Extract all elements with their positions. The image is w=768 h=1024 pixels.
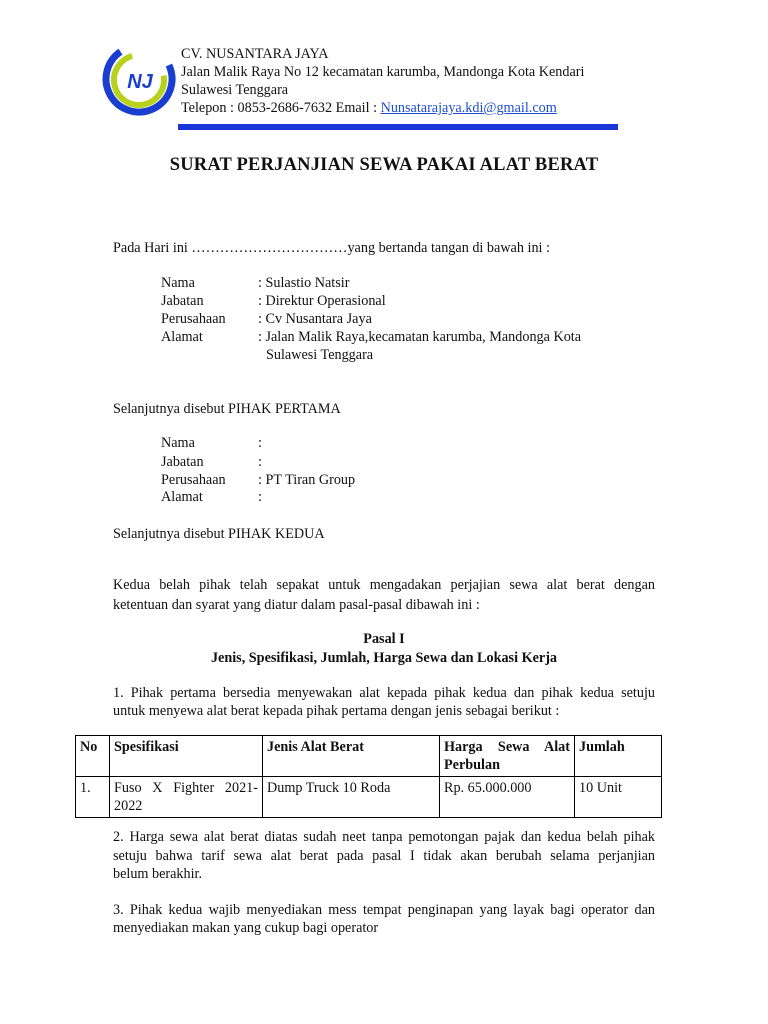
clause1-line1: 1. Pihak pertama bersedia menyewakan alat kepada pihak kedua dan pihak kedua setuju bbox=[113, 685, 655, 701]
party2-jabatan-value: : bbox=[258, 454, 262, 470]
clause3-line2: menyediakan makan yang cukup bagi operator bbox=[113, 920, 379, 936]
party2-alamat-value: : bbox=[258, 489, 262, 505]
party2-jabatan-label: Jabatan bbox=[161, 454, 204, 470]
clause2-line3: belum berakhir. bbox=[113, 866, 203, 882]
party2-closing: Selanjutnya disebut PIHAK KEDUA bbox=[113, 526, 325, 542]
party1-nama-value: : Sulastio Natsir bbox=[258, 275, 350, 291]
cell-jumlah: 10 Unit bbox=[575, 777, 662, 818]
header-harga-line2: Perbulan bbox=[444, 757, 500, 773]
header-harga-line1: Harga Sewa Alat bbox=[444, 739, 570, 755]
cell-harga: Rp. 65.000.000 bbox=[440, 777, 575, 818]
party1-perusahaan-label: Perusahaan bbox=[161, 311, 226, 327]
opening-line: Pada Hari ini ……………………………yang bertanda tangan di bawah ini : bbox=[113, 240, 550, 256]
pasal-heading: Pasal I bbox=[363, 631, 405, 647]
party1-alamat-value-line2: Sulawesi Tenggara bbox=[266, 347, 374, 363]
contact-prefix: Telepon : 0853-2686-7632 Email : bbox=[181, 100, 381, 116]
header-no: No bbox=[76, 736, 110, 777]
table-header-row bbox=[76, 736, 662, 777]
cell-spesifikasi bbox=[110, 777, 263, 818]
party2-alamat-label: Alamat bbox=[161, 489, 203, 505]
table-row bbox=[76, 777, 662, 818]
rental-table bbox=[75, 735, 662, 818]
cell-spesifikasi-line2: 2022 bbox=[114, 798, 143, 814]
document-title: SURAT PERJANJIAN SEWA PAKAI ALAT BERAT bbox=[169, 155, 599, 175]
party1-jabatan-label: Jabatan bbox=[161, 293, 204, 309]
header-harga bbox=[440, 736, 575, 777]
agreement-line1: Kedua belah pihak telah sepakat untuk mengadakan perjajian sewa alat berat dengan bbox=[113, 577, 655, 593]
company-name: CV. NUSANTARA JAYA bbox=[181, 46, 329, 62]
party1-perusahaan-value: : Cv Nusantara Jaya bbox=[258, 311, 372, 327]
party1-nama-label: Nama bbox=[161, 275, 195, 291]
clause2-line2: setuju bahwa tarif sewa alat berat pada pasal I tidak akan berubah selama perjanjian bbox=[113, 848, 655, 864]
party1-alamat-label: Alamat bbox=[161, 329, 203, 345]
header-jenis: Jenis Alat Berat bbox=[263, 736, 440, 777]
cell-jenis: Dump Truck 10 Roda bbox=[263, 777, 440, 818]
cell-spesifikasi-line1: Fuso X Fighter 2021- bbox=[114, 780, 258, 796]
party2-perusahaan-value: : PT Tiran Group bbox=[258, 472, 356, 488]
party2-nama-value: : bbox=[258, 435, 262, 451]
pasal-subheading: Jenis, Spesifikasi, Jumlah, Harga Sewa dan Lokasi Kerja bbox=[210, 650, 558, 666]
header-jumlah: Jumlah bbox=[575, 736, 662, 777]
letterhead-rule bbox=[178, 124, 618, 130]
party2-nama-label: Nama bbox=[161, 435, 195, 451]
clause3-line1: 3. Pihak kedua wajib menyediakan mess tempat penginapan yang layak bagi operator dan bbox=[113, 902, 655, 918]
company-address-line1: Jalan Malik Raya No 12 kecamatan karumba, Mandonga Kota Kendari bbox=[181, 64, 585, 80]
company-logo bbox=[100, 40, 178, 118]
cell-no: 1. bbox=[76, 777, 110, 818]
party2-perusahaan-label: Perusahaan bbox=[161, 472, 226, 488]
clause2-line1: 2. Harga sewa alat berat diatas sudah neet tanpa pemotongan pajak dan kedua belah pihak bbox=[113, 829, 655, 845]
company-address-line2: Sulawesi Tenggara bbox=[181, 82, 289, 98]
party1-jabatan-value: : Direktur Operasional bbox=[258, 293, 386, 309]
party1-alamat-value: : Jalan Malik Raya,kecamatan karumba, Mandonga Kota bbox=[258, 329, 582, 345]
agreement-line2: ketentuan dan syarat yang diatur dalam pasal-pasal dibawah ini : bbox=[113, 597, 480, 613]
clause1-line2: untuk menyewa alat berat kepada pihak pertama dengan jenis sebagai berikut : bbox=[113, 703, 560, 719]
party1-closing: Selanjutnya disebut PIHAK PERTAMA bbox=[113, 401, 341, 417]
company-contact bbox=[181, 99, 557, 117]
email-link[interactable]: Nunsatarajaya.kdi@gmail.com bbox=[380, 100, 557, 116]
header-spesifikasi: Spesifikasi bbox=[110, 736, 263, 777]
logo-letters: NJ bbox=[127, 71, 153, 93]
